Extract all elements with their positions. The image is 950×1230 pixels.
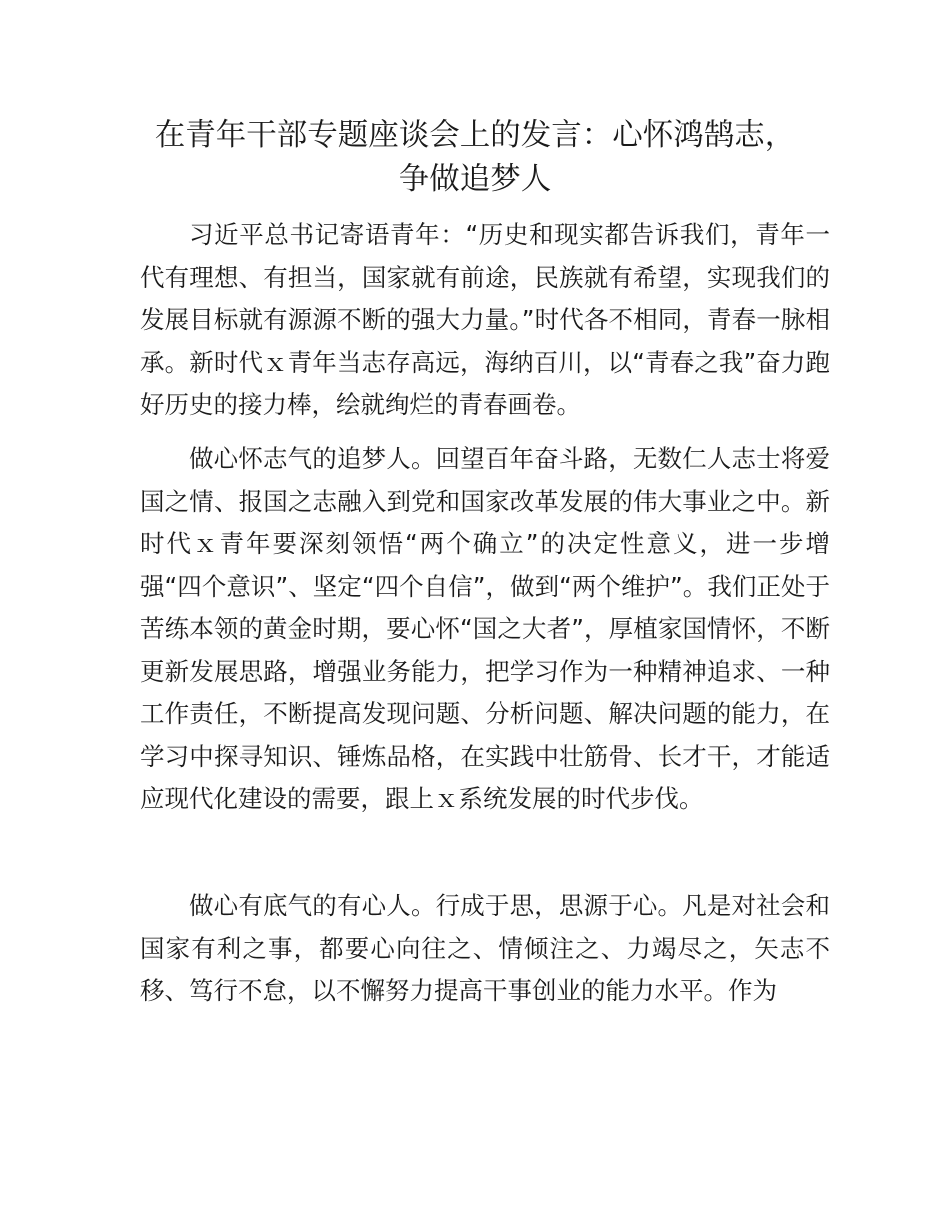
document-title [120, 114, 830, 202]
paragraph-aspiration: 做心怀志气的追梦人。回望百年奋斗路，无数仁人志士将爱国之情、报国之志融入到党和国家改革发展的伟大事业之中。新时代ｘ青年要深刻领悟“两个确立”的决定性意义，进一步增强“四个意识”、坚定“四个自信”，做到“两个维护”。我们正处于苦练本领的黄金时期，要心怀“国之大者”，厚植家国情怀，不断更新发展思路，增强业务能力，把学习作为一种精神追求、一种工作责任，不断提高发现问题、分析问题、解决问题的能力，在学习中探寻知识、锤炼品格，在实践中壮筋骨、长才干，才能适应现代化建设的需要，跟上ｘ系统发展的时代步伐。 [140, 444, 830, 813]
paragraph-intro: 习近平总书记寄语青年：“历史和现实都告诉我们，青年一代有理想、有担当，国家就有前途，民族就有希望，实现我们的发展目标就有源源不断的强大力量。”时代各不相同，青春一脉相承。新时代ｘ青年当志存高远，海纳百川，以“青春之我”奋力跑好历史的接力棒，绘就绚烂的青春画卷。 [140, 220, 830, 419]
title-line-2: 争做追梦人 [398, 162, 552, 197]
paragraph-confidence: 做心有底气的有心人。行成于思，思源于心。凡是对社会和国家有利之事，都要心向往之、情倾注之、力竭尽之，矢志不移、笃行不怠，以不懈努力提高干事创业的能力水平。作为 [140, 891, 830, 1005]
title-line-1: 在青年干部专题座谈会上的发言：心怀鸿鹄志， [154, 118, 796, 153]
